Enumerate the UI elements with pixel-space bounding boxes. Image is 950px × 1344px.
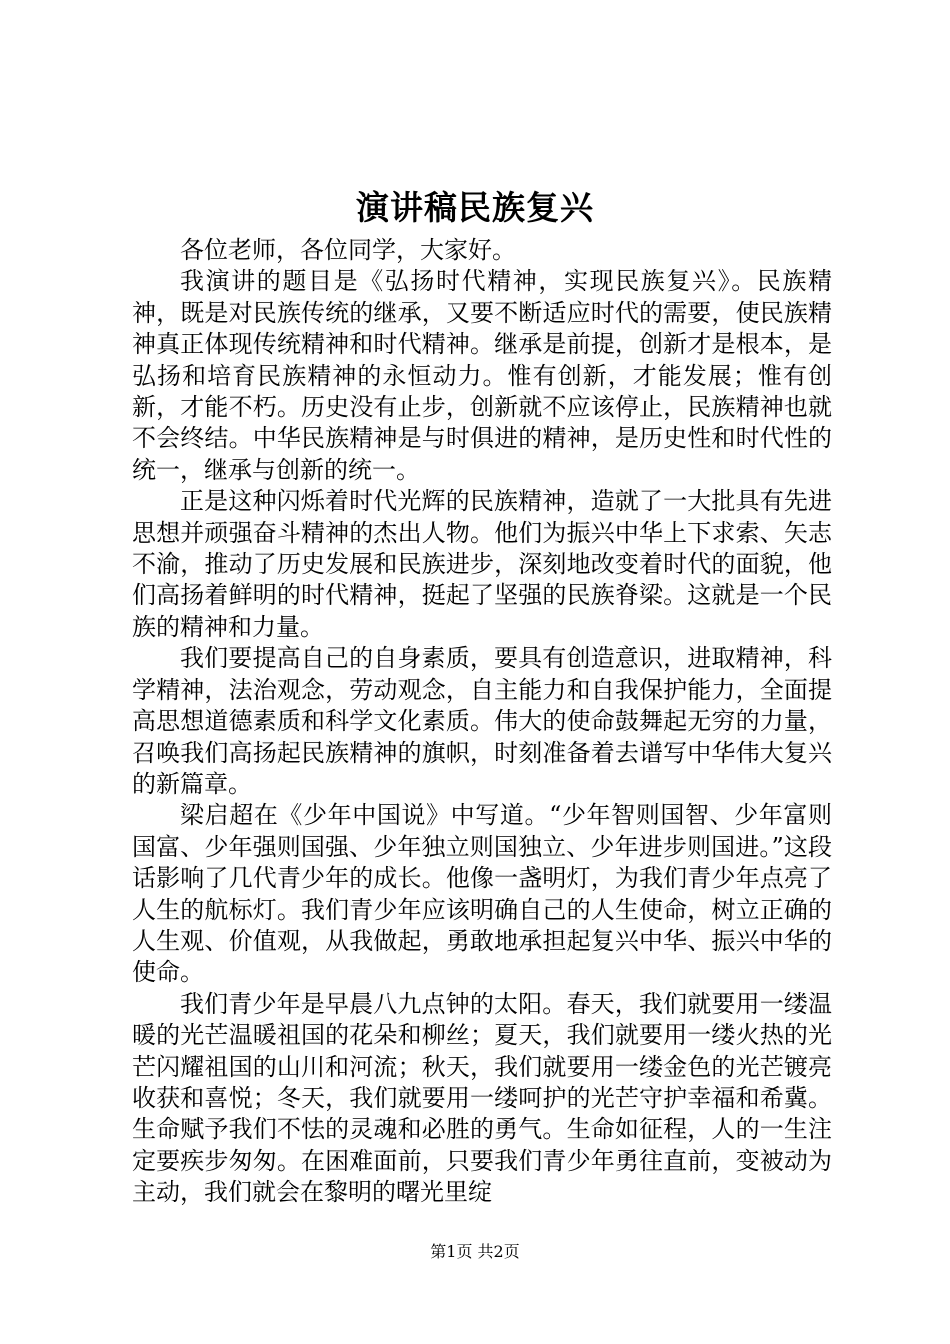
paragraph-youth-sun: 我们青少年是早晨八九点钟的太阳。春天，我们就要用一缕温暖的光芒温暖祖国的花朵和柳丝；夏天，我们就要用一缕火热的光芒闪耀祖国的山川和河流；秋天，我们就要用一缕金色的光芒镀亮收获和喜悦；冬天，我们就要用一缕呵护的光芒守护幸福和希冀。生命赋予我们不怯的灵魂和必胜的勇气。生命如征程，人的一生注定要疾步匆匆。在困难面前，只要我们青少年勇往直前，变被动为主动，我们就会在黎明的曙光里绽 bbox=[132, 989, 832, 1207]
paragraph-national-spirit: 正是这种闪烁着时代光辉的民族精神，造就了一大批具有先进思想并顽强奋斗精神的杰出人物。他们为振兴中华上下求索、矢志不渝，推动了历史发展和民族进步，深刻地改变着时代的面貌，他们高扬着鲜明的时代精神，挺起了坚强的民族脊梁。这就是一个民族的精神和力量。 bbox=[132, 487, 832, 641]
document-body bbox=[132, 235, 832, 1209]
paragraph-liang-qichao: 梁启超在《少年中国说》中写道。“少年智则国智、少年富则国富、少年强则国强、少年独立则国独立、少年进步则国进。”这段话影响了几代青少年的成长。他像一盏明灯，为我们青少年点亮了人生的航标灯。我们青少年应该明确自己的人生使命，树立正确的人生观、价值观，从我做起，勇敢地承担起复兴中华、振兴中华的使命。 bbox=[132, 801, 832, 987]
paragraph-greeting: 各位老师，各位同学，大家好。 bbox=[180, 236, 516, 264]
document-title: 演讲稿民族复兴 bbox=[356, 188, 594, 227]
page-number-footer: 第1页 共2页 bbox=[430, 1242, 520, 1261]
paragraph-self-improvement: 我们要提高自己的自身素质，要具有创造意识，进取精神，科学精神，法治观念，劳动观念，自主能力和自我保护能力，全面提高思想道德素质和科学文化素质。伟大的使命鼓舞起无穷的力量，召唤我们高扬起民族精神的旗帜，时刻准备着去谱写中华伟大复兴的新篇章。 bbox=[132, 644, 832, 798]
paragraph-topic: 我演讲的题目是《弘扬时代精神，实现民族复兴》。民族精神，既是对民族传统的继承，又要不断适应时代的需要，使民族精神真正体现传统精神和时代精神。继承是前提，创新才是根本，是弘扬和培育民族精神的永恒动力。惟有创新，才能发展；惟有创新，才能不朽。历史没有止步，创新就不应该停止，民族精神也就不会终结。中华民族精神是与时俱进的精神，是历史性和时代性的统一，继承与创新的统一。 bbox=[132, 267, 832, 484]
